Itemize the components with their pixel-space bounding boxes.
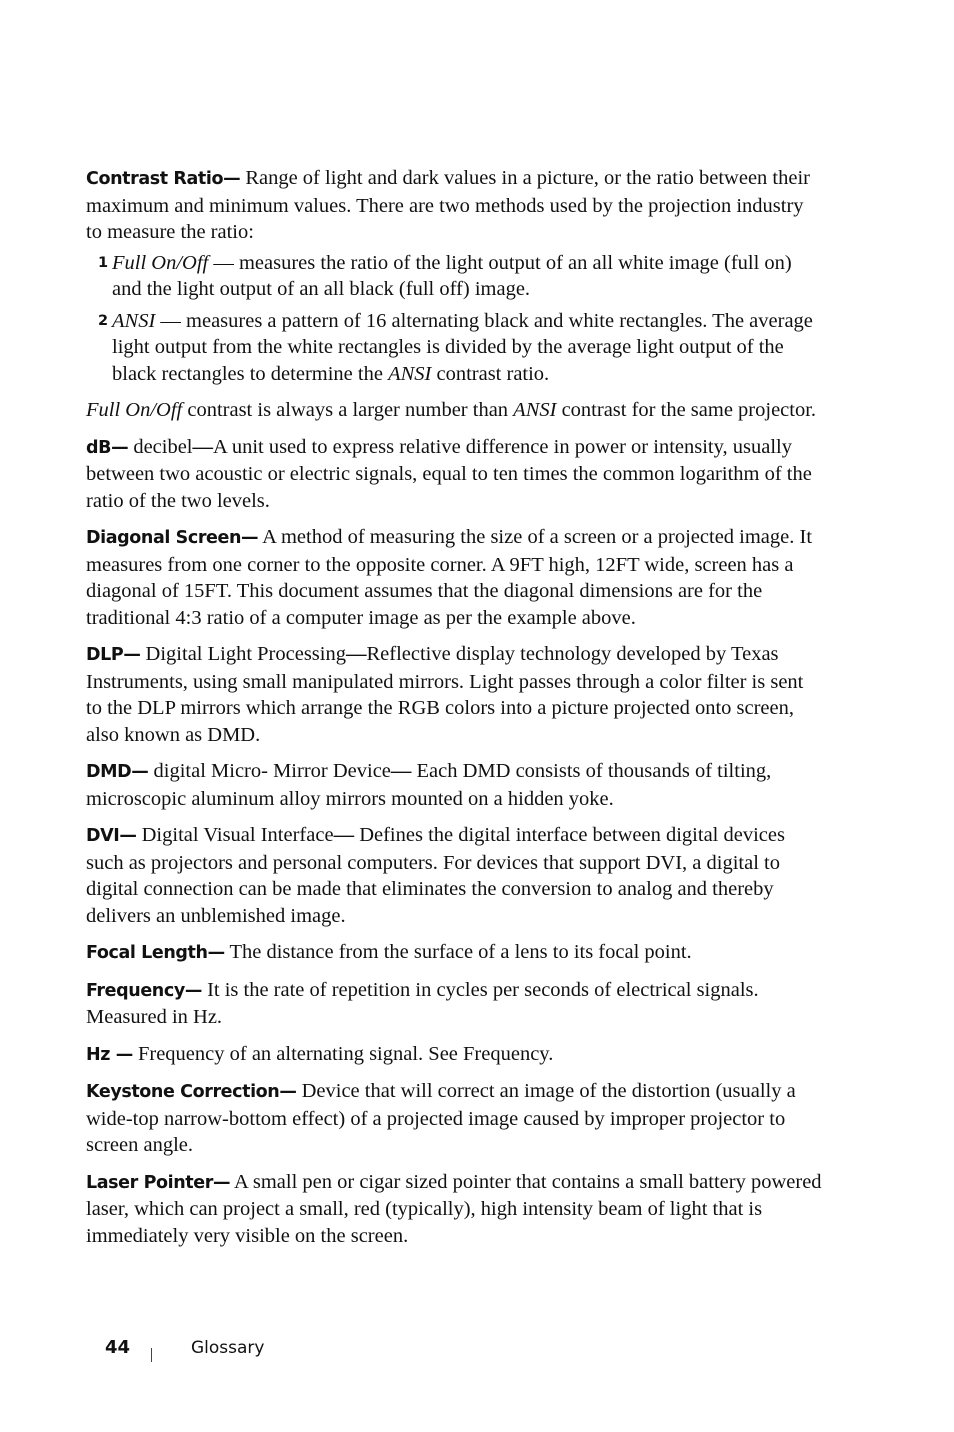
glossary-entry-frequency: [86, 977, 824, 1031]
glossary-entry-dlp: [86, 641, 824, 748]
list-number: 1: [98, 254, 109, 271]
list-item-term-inline: ANSI: [388, 362, 432, 385]
note-term: Full On/Off: [86, 399, 183, 421]
entry-definition: A method of measuring the size of a screen or a projected image. It measures from one corner to the opposite corner. A 9FT high, 12FT wide, screen has a diagonal of 15FT. This document assumes that the diagonal dimensions are for the traditional 4:3 ratio of a computer image as per the example above.: [86, 526, 813, 629]
page-number: 44: [105, 1337, 131, 1358]
entry-dash: —: [110, 1044, 133, 1065]
entry-term: dB: [86, 437, 112, 458]
entry-term: Keystone Correction: [86, 1082, 280, 1102]
entry-dash-2: —: [390, 760, 412, 782]
note-text: contrast is always a larger number than: [182, 399, 514, 421]
contrast-methods-list: [86, 250, 824, 388]
entry-dash: —: [223, 169, 241, 189]
list-item: [86, 308, 824, 388]
entry-term: Focal Length: [86, 943, 208, 963]
contrast-note: [86, 397, 824, 424]
glossary-content: [86, 165, 824, 1259]
entry-term: DLP: [86, 645, 124, 665]
list-item: [86, 250, 824, 303]
entry-definition: Defines the digital interface between digital devices such as projectors and personal computers. For devices that support DVI, a digital to digital connection can be made that eliminates the conversion to analog and thereby delivers an unblemished image.: [86, 824, 785, 927]
entry-expansion: Digital Light Processing: [140, 643, 346, 665]
entry-definition: Each DMD consists of thousands of tilting, microscopic aluminum alloy mirrors mounted on a hidden yoke.: [86, 760, 772, 810]
entry-expansion: Digital Visual Interface: [136, 824, 334, 846]
list-item-text: — measures the ratio of the light output of an all white image (full on) and the light output of an all black (full off) image.: [112, 251, 792, 300]
entry-dash: —: [111, 437, 129, 458]
entry-definition: A small pen or cigar sized pointer that contains a small battery powered laser, which can project a small, red (typically), high intensity beam of light that is immediately very visible on the screen.: [86, 1170, 822, 1247]
entry-dash-2: —: [192, 435, 214, 458]
entry-dash: —: [241, 528, 259, 548]
entry-dash-2: —: [333, 824, 355, 846]
entry-term: Contrast Ratio: [86, 169, 224, 189]
entry-definition: Device that will correct an image of the distortion (usually a wide-top narrow-bottom effect) of a projected image caused by improper projector to screen angle.: [86, 1080, 796, 1156]
entry-dash: —: [119, 826, 137, 846]
entry-dash: —: [131, 762, 149, 782]
glossary-entry-keystone-correction: [86, 1078, 824, 1159]
glossary-entry-contrast-ratio: [86, 165, 824, 246]
entry-term: Frequency: [86, 980, 185, 1001]
glossary-entry-db: [86, 434, 824, 515]
entry-dash: —: [212, 1172, 231, 1193]
list-number: 2: [98, 312, 109, 329]
entry-definition: Reflective display technology developed by Texas Instruments, using small manipulated mirrors. Light passes through a color filter is sent to the DLP mirrors which arrange the RGB colors into a picture projected onto screen, also known as DMD.: [86, 643, 804, 746]
glossary-entry-laser-pointer: [86, 1169, 824, 1250]
list-item-text-end: contrast ratio.: [431, 362, 550, 385]
list-item-text: — measures a pattern of 16 alternating black and white rectangles. The average light output from the white rectangles is divided by the average light output of the black rectangles to determine the: [112, 309, 813, 385]
entry-dash-2: —: [345, 643, 367, 665]
entry-term: Diagonal Screen: [86, 528, 242, 548]
glossary-entry-hz: [86, 1041, 824, 1069]
list-item-term: ANSI: [112, 309, 156, 332]
entry-dash: —: [207, 943, 225, 963]
glossary-entry-dmd: [86, 758, 824, 812]
glossary-entry-focal-length: [86, 939, 824, 967]
entry-term: DMD: [86, 762, 132, 782]
entry-definition: The distance from the surface of a lens to its focal point.: [224, 941, 692, 963]
footer-separator: [151, 1348, 152, 1362]
entry-definition: Frequency of an alternating signal. See Frequency.: [132, 1042, 554, 1065]
footer-section-name: Glossary: [191, 1338, 265, 1358]
entry-expansion: decibel: [128, 435, 193, 458]
note-text-end: contrast for the same projector.: [556, 399, 817, 421]
note-term-2: ANSI: [513, 399, 557, 421]
entry-dash: —: [184, 980, 202, 1001]
glossary-entry-diagonal-screen: [86, 524, 824, 631]
entry-dash: —: [279, 1082, 297, 1102]
entry-term: DVI: [86, 826, 120, 846]
list-item-term: Full On/Off: [112, 251, 209, 274]
glossary-entry-dvi: [86, 822, 824, 929]
entry-definition: Range of light and dark values in a picture, or the ratio between their maximum and minimum values. There are two methods used by the projection industry to measure the ratio:: [86, 167, 811, 243]
entry-term: Laser Pointer: [86, 1172, 213, 1193]
entry-expansion: digital Micro- Mirror Device: [148, 760, 391, 782]
entry-definition: It is the rate of repetition in cycles per seconds of electrical signals. Measured in Hz.: [86, 978, 759, 1028]
entry-term: Hz: [86, 1044, 111, 1065]
entry-definition: A unit used to express relative difference in power or intensity, usually between two acoustic or electric signals, equal to ten times the common logarithm of the ratio of the two levels.: [86, 435, 812, 512]
entry-dash: —: [123, 645, 141, 665]
